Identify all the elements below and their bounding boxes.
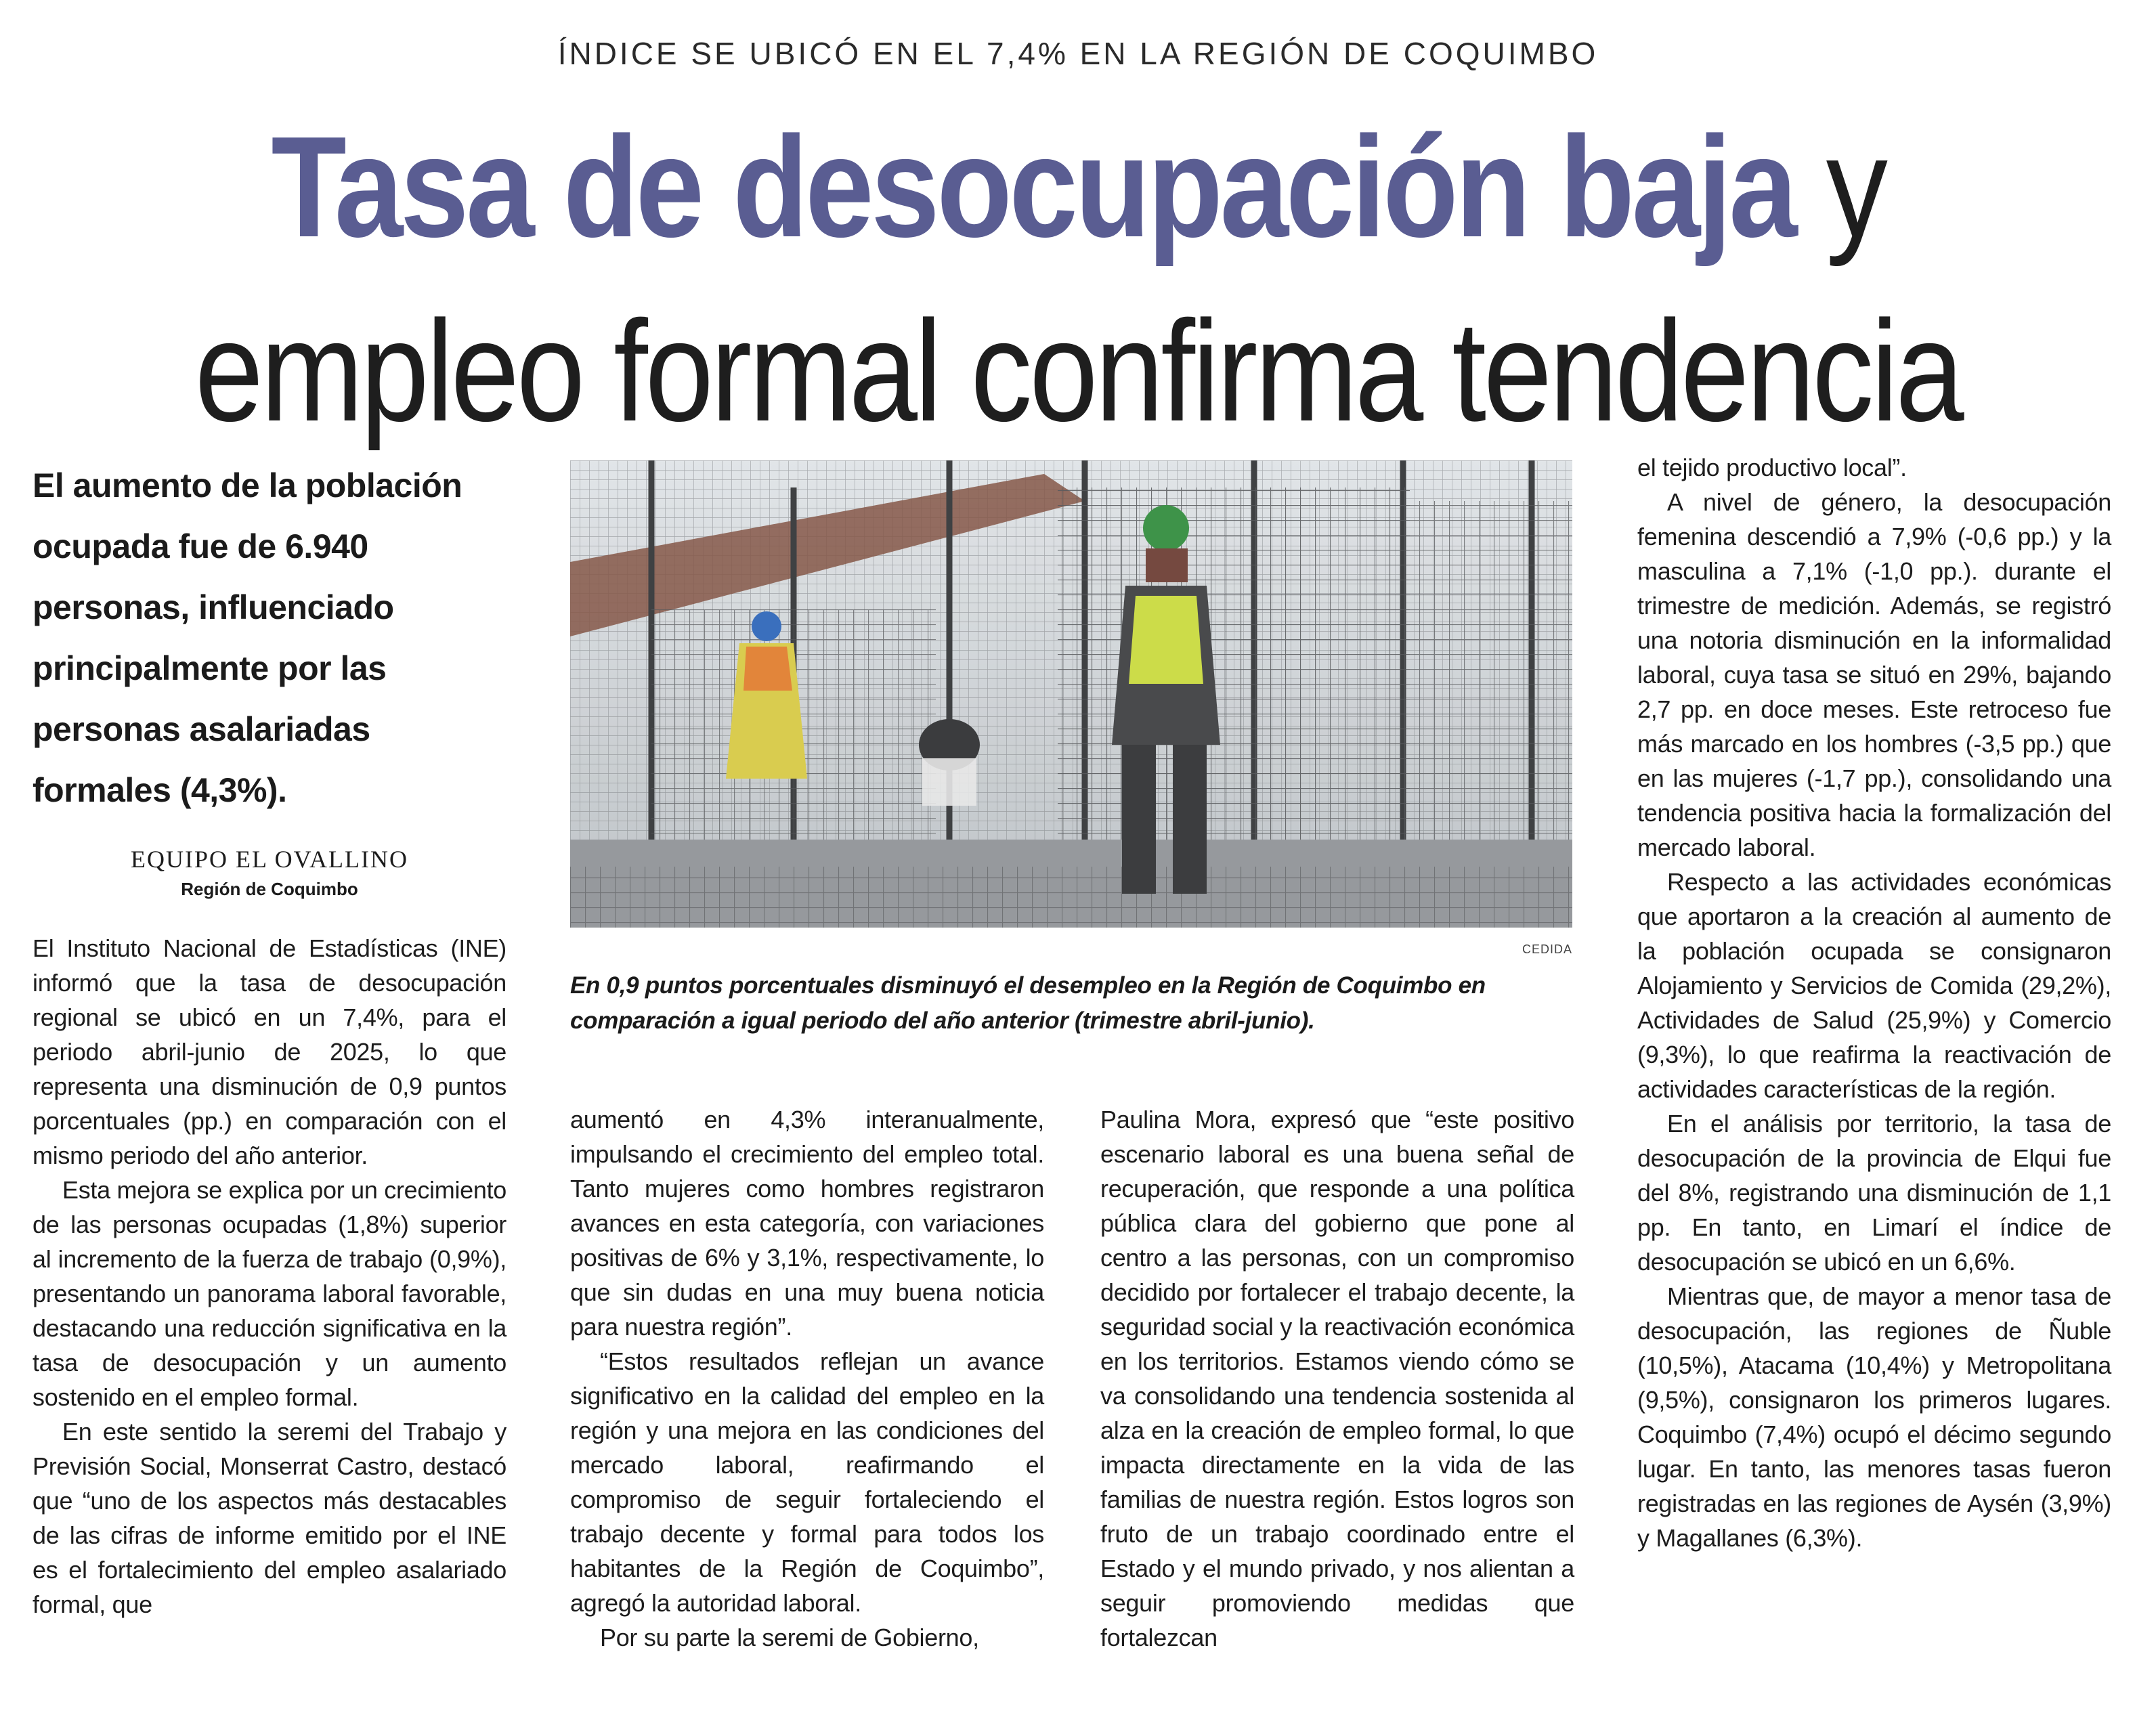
photo-caption: En 0,9 puntos porcentuales disminuyó el desempleo en la Región de Coquimbo en comparación a igual periodo del año anterior (trimestre abril-junio). xyxy=(570,972,1486,1034)
construction-photo xyxy=(570,460,1572,928)
body-paragraph: En este sentido la seremi del Trabajo y Previsión Social, Monserrat Castro, destacó que “uno de los aspectos más destacables de las cifras de informe emitido por el INE es el fortalecimiento del empleo asalariado formal, que xyxy=(33,1418,506,1618)
article-lead: El aumento de la población ocupada fue de 6.940 personas, influenciado principalmente por las personas asalariadas formales (4,3%). xyxy=(33,466,462,809)
byline-author: EQUIPO EL OVALLINO xyxy=(131,846,408,873)
body-paragraph: “Estos resultados reflejan un avance significativo en la calidad del empleo en la región y una mejora en las condiciones del mercado laboral, reafirmando el compromiso de seguir fortaleciendo el trabajo decente y formal para todos los habitantes de la Región de Coquimbo”, agregó la autoridad laboral. xyxy=(570,1347,1044,1617)
body-column-3 xyxy=(1100,1102,1574,1655)
headline-bold-part: Tasa de desocupación baja xyxy=(271,106,1795,267)
body-column-4 xyxy=(1637,450,2111,1555)
body-column-2 xyxy=(570,1102,1044,1655)
body-paragraph: Por su parte la seremi de Gobierno, xyxy=(600,1624,979,1651)
headline-light-part: y empleo formal confirma tendencia xyxy=(194,106,1962,451)
byline-region: Región de Coquimbo xyxy=(181,879,358,899)
body-paragraph: En el análisis por territorio, la tasa de desocupación de la provincia de Elqui fue del 8%, registrando una disminución de 1,1 pp. En tanto, en Limarí el índice de desocupación se ubicó en un 6,6%. xyxy=(1637,1110,2111,1276)
photo-credit: CEDIDA xyxy=(1522,942,1572,956)
body-paragraph: aumentó en 4,3% interanualmente, impulsando el crecimiento del empleo total. Tanto mujeres como hombres registraron avances en esta categoría, con variaciones positivas de 6% y 3,1%, respectivamente, lo que sin dudas en una muy buena noticia para nuestra región”. xyxy=(570,1106,1044,1341)
body-paragraph: Mientras que, de mayor a menor tasa de desocupación, las regiones de Ñuble (10,5%), Atacama (10,4%) y Metropolitana (9,5%), consignaron los primeros lugares. Coquimbo (7,4%) ocupó el décimo segundo lugar. En tanto, las menores tasas fueron registradas en las regiones de Aysén (3,9%) y Magallanes (6,3%). xyxy=(1637,1282,2111,1552)
body-paragraph: Paulina Mora, expresó que “este positivo escenario laboral es una buena señal de recuperación, que responde a una política pública clara del gobierno que pone al centro a las personas, con un compromiso decidido por fortalecer el trabajo decente, la seguridad social y la reactivación económica en los territorios. Estamos viendo cómo se va consolidando una tendencia sostenida al alza en la creación de empleo formal, lo que impacta directamente en la vida de las familias de nuestra región. Estos logros son fruto de un trabajo coordinado entre el Estado y el mundo privado, y nos alientan a seguir promoviendo medidas que fortalezcan xyxy=(1100,1106,1574,1651)
construction-photo-illustration xyxy=(570,460,1572,928)
article-kicker: ÍNDICE SE UBICÓ EN EL 7,4% EN LA REGIÓN DE COQUIMBO xyxy=(557,36,1599,71)
body-paragraph: el tejido productivo local”. xyxy=(1637,454,1907,481)
byline xyxy=(33,843,506,903)
body-paragraph: Respecto a las actividades económicas que aportaron a la creación al aumento de la población ocupada se consignaron Alojamiento y Servicios de Comida (29,2%), Actividades de Salud (25,9%) y Comercio (9,3%), lo que reafirma la reactivación de actividades características de la región. xyxy=(1637,868,2111,1103)
body-paragraph: Esta mejora se explica por un crecimiento de las personas ocupadas (1,8%) superior al incremento de la fuerza de trabajo (0,9%), presentando un panorama laboral favorable, destacando una reducción significativa en la tasa de desocupación y un aumento sostenido en el empleo formal. xyxy=(33,1176,507,1411)
body-paragraph: A nivel de género, la desocupación femenina descendió a 7,9% (-0,6 pp.) y la masculina a 7,1% (-1,0 pp.). durante el trimestre de medición. Además, se registró una notoria disminución en la informalidad laboral, cuya tasa se situó en 29%, bajando 2,7 pp. en doce meses. Este retroceso fue más marcado en los hombres (-3,5 pp.) que en las mujeres (-1,7 pp.), consolidando una tendencia positiva hacia la formalización del mercado laboral. xyxy=(1637,488,2111,861)
body-column-1 xyxy=(33,931,506,1622)
body-paragraph: El Instituto Nacional de Estadísticas (INE) informó que la tasa de desocupación regional se ubicó en un 7,4%, para el periodo abril-junio de 2025, lo que representa una disminución de 0,9 puntos porcentuales (pp.) en comparación con el mismo periodo del año anterior. xyxy=(33,934,506,1169)
